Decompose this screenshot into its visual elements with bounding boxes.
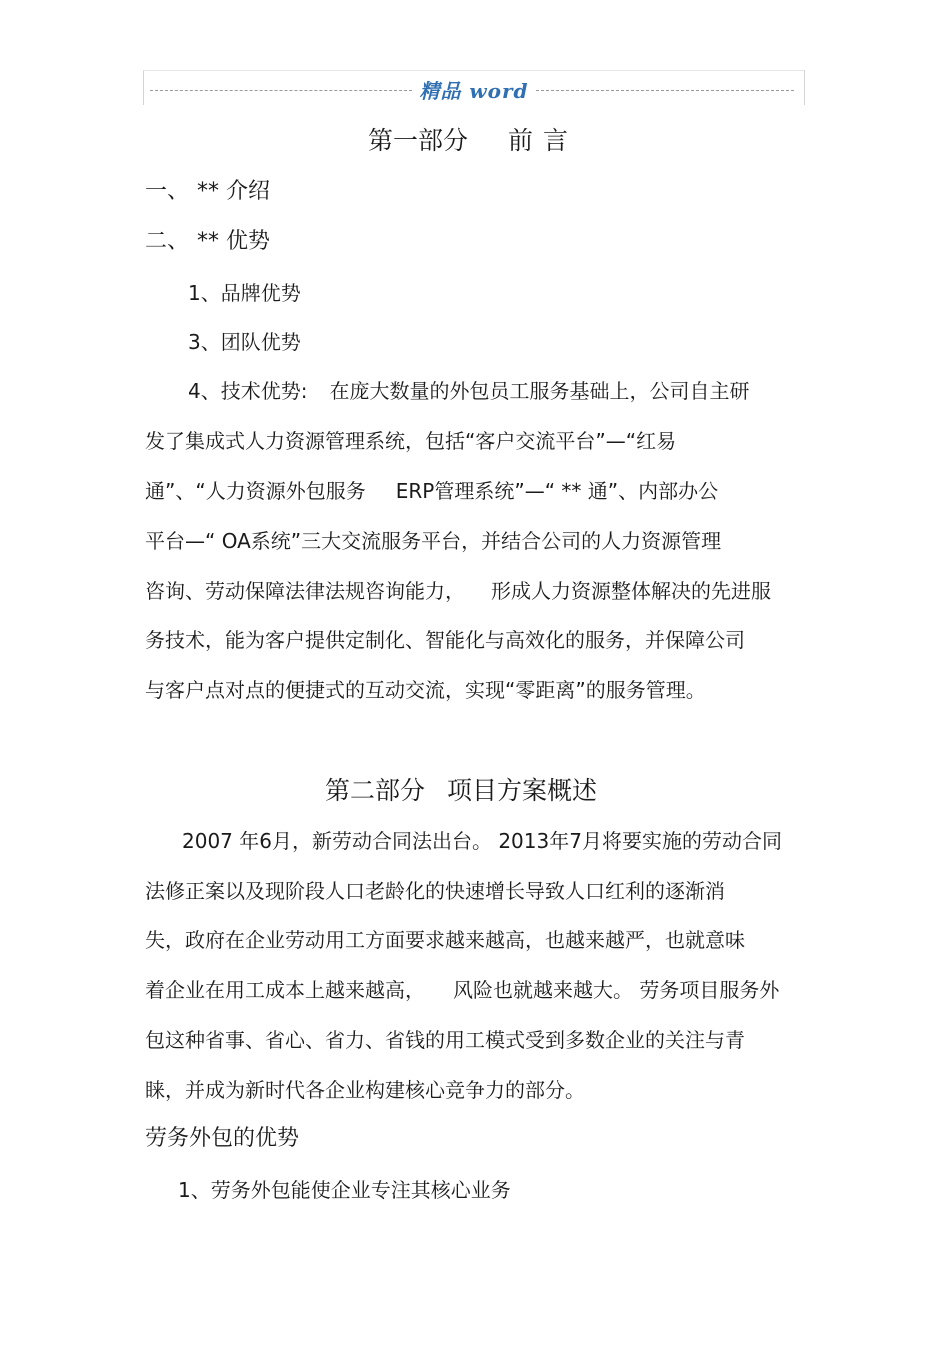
part2-title-a: 第二部分 [325,776,426,805]
tech-paragraph-line [145,427,676,455]
tech-paragraph-line [145,477,718,505]
part1-title [368,124,568,158]
outsourcing-subheading: 劳务外包的优势 [145,1126,300,1151]
header-logo: 精品 word [419,79,529,103]
tech-paragraph-line [145,676,706,704]
text-run: 与客户点对点的便捷式的互动交流，实现“零距离”的服务管理。 [145,678,706,702]
tech-paragraph-line [145,527,721,555]
overview-paragraph-line [145,926,745,954]
item-label: ** 介绍 [197,179,271,204]
text-run: 在庞大数量的外包员工服务基础上，公司自主研 [329,379,750,403]
text-run: 包这种省事、省心、省力、省钱的用工模式受到多数企业的关注与青 [145,1028,745,1052]
tech-paragraph-line [145,626,745,654]
text-run: ERP管理系统”—“ ** 通”、内部办公 [395,479,719,503]
text-run: 平台—“ OA系统”三大交流服务平台，并结合公司的人力资源管理 [145,529,722,553]
text-run: 通”、“人力资源外包服务 [145,479,366,503]
item-number: 二、 [145,229,190,254]
item-label: ** 优势 [197,229,271,254]
text-run: 法修正案以及现阶段人口老龄化的快速增长导致人口红利的逐渐消 [145,879,725,903]
part2-title-b: 项目方案概述 [447,776,598,805]
text-run: 2007 年6月，新劳动合同法出台。 2013年7月将要实施的劳动合同 [182,829,782,853]
text-run: 失，政府在企业劳动用工方面要求越来越高，也越来越严，也就意味 [145,928,745,952]
overview-paragraph-line [145,1026,745,1054]
section-item-advantages [145,228,270,256]
text-run: 咨询、劳动保障法律法规咨询能力， [145,579,465,603]
part2-title [325,774,597,808]
tech-paragraph-line [145,577,771,605]
text-run: 发了集成式人力资源管理系统，包括“客户交流平台”—“红易 [145,429,677,453]
outsourcing-item-1: 1、劳务外包能使企业专注其核心业务 [178,1178,511,1202]
part1-title-a: 第一部分 [368,126,469,155]
sub-item-brand: 1、品牌优势 [188,281,301,305]
part1-title-c: 言 [543,126,569,155]
text-run: 形成人力资源整体解决的先进服 [491,579,771,603]
overview-paragraph-line [182,827,782,855]
section-item-intro [145,178,270,206]
item-number: 一、 [145,179,190,204]
header-divider-right [536,90,794,91]
text-run: 风险也就越来越大。 劳务项目服务外 [453,978,780,1002]
overview-paragraph-line [145,877,725,905]
text-run: 务技术，能为客户提供定制化、智能化与高效化的服务，并保障公司 [145,628,745,652]
tech-paragraph-line [188,377,749,405]
header-divider-left [150,90,412,91]
text-run: 4、技术优势: [188,379,308,403]
text-run: 睐，并成为新时代各企业构建核心竞争力的部分。 [145,1078,585,1102]
part1-title-b: 前 [508,126,534,155]
overview-paragraph-line [145,1076,585,1104]
text-run: 着企业在用工成本上越来越高， [145,978,425,1002]
overview-paragraph-line [145,976,779,1004]
sub-item-team: 3、团队优势 [188,330,301,354]
